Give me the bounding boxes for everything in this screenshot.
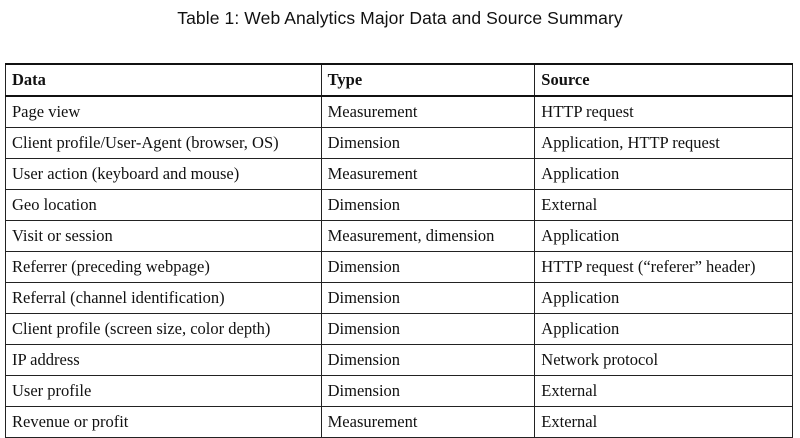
type-cell: Measurement xyxy=(321,407,535,438)
data-cell: Client profile (screen size, color depth) xyxy=(6,314,322,345)
table-row xyxy=(6,283,793,314)
source-cell: External xyxy=(535,407,793,438)
table-row xyxy=(6,221,793,252)
data-cell: Referrer (preceding webpage) xyxy=(6,252,322,283)
table-caption: Table 1: Web Analytics Major Data and Source Summary xyxy=(177,8,623,28)
source-cell: HTTP request (“referer” header) xyxy=(535,252,793,283)
table-row xyxy=(6,376,793,407)
type-cell: Dimension xyxy=(321,345,535,376)
table-row xyxy=(6,159,793,190)
type-cell: Dimension xyxy=(321,252,535,283)
source-cell: Application xyxy=(535,221,793,252)
source-cell: External xyxy=(535,376,793,407)
table-row xyxy=(6,314,793,345)
type-cell: Measurement xyxy=(321,96,535,128)
data-cell: Page view xyxy=(6,96,322,128)
table-header-row xyxy=(6,64,793,96)
source-cell: Application xyxy=(535,159,793,190)
data-cell: Geo location xyxy=(6,190,322,221)
source-cell: Application, HTTP request xyxy=(535,128,793,159)
type-cell: Dimension xyxy=(321,283,535,314)
data-cell: IP address xyxy=(6,345,322,376)
table-row xyxy=(6,190,793,221)
source-cell: Application xyxy=(535,314,793,345)
data-cell: User profile xyxy=(6,376,322,407)
source-cell: Network protocol xyxy=(535,345,793,376)
type-cell: Measurement, dimension xyxy=(321,221,535,252)
column-header-source: Source xyxy=(535,64,793,96)
data-cell: Visit or session xyxy=(6,221,322,252)
data-cell: User action (keyboard and mouse) xyxy=(6,159,322,190)
table-row xyxy=(6,345,793,376)
column-header-type: Type xyxy=(321,64,535,96)
type-cell: Dimension xyxy=(321,190,535,221)
column-header-data: Data xyxy=(6,64,322,96)
type-cell: Measurement xyxy=(321,159,535,190)
data-cell: Revenue or profit xyxy=(6,407,322,438)
table-row xyxy=(6,407,793,438)
type-cell: Dimension xyxy=(321,128,535,159)
data-cell: Referral (channel identification) xyxy=(6,283,322,314)
source-cell: HTTP request xyxy=(535,96,793,128)
data-cell: Client profile/User-Agent (browser, OS) xyxy=(6,128,322,159)
type-cell: Dimension xyxy=(321,376,535,407)
source-cell: Application xyxy=(535,283,793,314)
table-row xyxy=(6,96,793,128)
data-source-table xyxy=(5,63,793,438)
table-row xyxy=(6,128,793,159)
source-cell: External xyxy=(535,190,793,221)
table-row xyxy=(6,252,793,283)
type-cell: Dimension xyxy=(321,314,535,345)
